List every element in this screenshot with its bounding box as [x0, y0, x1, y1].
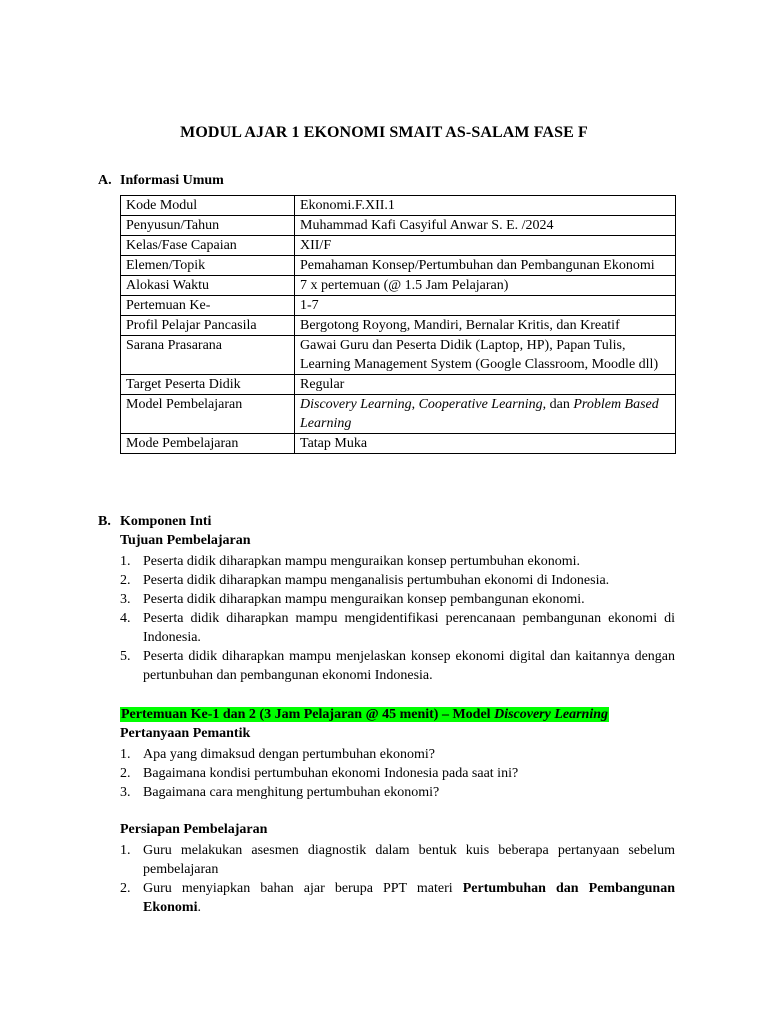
model-sep-1: ,: [411, 397, 419, 412]
table-row: [121, 296, 676, 316]
row-key: Target Peserta Didik: [121, 375, 295, 395]
model-discovery: Discovery Learning: [300, 397, 412, 412]
table-row: [121, 434, 676, 454]
row-value: Muhammad Kafi Casyiful Anwar S. E. /2024: [295, 216, 676, 236]
row-key: Model Pembelajaran: [121, 395, 295, 434]
row-key: Penyusun/Tahun: [121, 216, 295, 236]
list-item: 1. Peserta didik diharapkan mampu menguraikan konsep pertumbuhan ekonomi.: [120, 554, 581, 569]
list-item-text: Peserta didik diharapkan mampu mengidentifikasi perencanaan pembangunan ekonomi di Indonesia.: [143, 611, 675, 645]
pertemuan-highlight: [120, 707, 609, 722]
list-item-text: Peserta didik diharapkan mampu menguraikan konsep pertumbuhan ekonomi.: [143, 554, 581, 569]
pertemuan-label: Pertemuan Ke-1 dan 2 (3 Jam Pelajaran @ 45 menit) – Model: [121, 707, 495, 722]
list-item: 3. Bagaimana cara menghitung pertumbuhan ekonomi?: [120, 785, 440, 800]
persiapan-heading: Persiapan Pembelajaran: [120, 822, 268, 837]
list-item-suffix: .: [197, 900, 201, 915]
table-row: [121, 336, 676, 375]
list-item-text: Guru menyiapkan bahan ajar berupa PPT materi: [143, 881, 463, 896]
section-b-heading: [98, 514, 211, 530]
list-item-text: Peserta didik diharapkan mampu menjelaskan konsep ekonomi digital dan kaitannya dengan pertunbuhan dan pembangunan ekonomi Indonesia.: [143, 649, 675, 683]
section-b-title: Komponen Inti: [120, 514, 212, 529]
row-value: XII/F: [295, 236, 676, 256]
row-value: Tatap Muka: [295, 434, 676, 454]
table-row: [121, 196, 676, 216]
row-key: Sarana Prasarana: [121, 336, 295, 375]
row-key: Kelas/Fase Capaian: [121, 236, 295, 256]
tujuan-list: [120, 552, 675, 685]
pemantik-heading: Pertanyaan Pemantik: [120, 726, 251, 741]
section-b-letter: B.: [98, 514, 111, 529]
section-a-letter: A.: [98, 173, 112, 188]
model-problem-based: Problem Based Learning: [300, 397, 659, 431]
table-row: [121, 236, 676, 256]
model-cooperative: Cooperative Learning: [418, 397, 543, 412]
document-title: MODUL AJAR 1 EKONOMI SMAIT AS-SALAM FASE F: [180, 124, 588, 141]
table-row: [121, 395, 676, 434]
info-table: [120, 195, 676, 454]
row-value: Bergotong Royong, Mandiri, Bernalar Kritis, dan Kreatif: [295, 316, 676, 336]
list-item-text: Bagaimana kondisi pertumbuhan ekonomi Indonesia pada saat ini?: [143, 766, 519, 781]
list-item: 1. Apa yang dimaksud dengan pertumbuhan ekonomi?: [120, 747, 435, 762]
pertemuan-heading: [120, 707, 609, 723]
list-item: 1. Guru melakukan asesmen diagnostik dalam bentuk kuis beberapa pertanyaan sebelum pembelajaran: [120, 843, 675, 877]
list-item-text: Bagaimana cara menghitung pertumbuhan ekonomi?: [143, 785, 440, 800]
model-sep-2: , dan: [542, 397, 574, 412]
row-value: 7 x pertemuan (@ 1.5 Jam Pelajaran): [295, 276, 676, 296]
list-item-text: Guru melakukan asesmen diagnostik dalam bentuk kuis beberapa pertanyaan sebelum pembelajaran: [143, 843, 675, 877]
section-a-heading: [98, 173, 224, 189]
table-row: [121, 316, 676, 336]
list-item-bold: Pertumbuhan dan Pembangunan Ekonomi: [143, 881, 675, 915]
list-item-text: Apa yang dimaksud dengan pertumbuhan ekonomi?: [143, 747, 435, 762]
list-item: 2. Peserta didik diharapkan mampu menganalisis pertumbuhan ekonomi di Indonesia.: [120, 573, 610, 588]
row-value: Ekonomi.F.XII.1: [295, 196, 676, 216]
list-item: 2. Guru menyiapkan bahan ajar berupa PPT materi Pertumbuhan dan Pembangunan Ekonomi.: [120, 881, 675, 915]
list-item: 3. Peserta didik diharapkan mampu menguraikan konsep pembangunan ekonomi.: [120, 592, 585, 607]
section-a-title: Informasi Umum: [120, 173, 224, 188]
row-key: Profil Pelajar Pancasila: [121, 316, 295, 336]
list-item: 5. Peserta didik diharapkan mampu menjelaskan konsep ekonomi digital dan kaitannya dengan pertunbuhan dan pembangunan ekonomi Indonesia.: [120, 649, 675, 683]
table-row: [121, 216, 676, 236]
table-row: [121, 276, 676, 296]
row-value: Regular: [295, 375, 676, 395]
table-row: [121, 256, 676, 276]
row-value: [295, 395, 676, 434]
row-value: Gawai Guru dan Peserta Didik (Laptop, HP), Papan Tulis, Learning Management System (Google Classroom, Moodle dll): [295, 336, 676, 375]
pertemuan-model: Discovery Learning: [494, 707, 609, 722]
row-key: Elemen/Topik: [121, 256, 295, 276]
list-item-text: Peserta didik diharapkan mampu menganalisis pertumbuhan ekonomi di Indonesia.: [143, 573, 610, 588]
tujuan-heading: Tujuan Pembelajaran: [120, 533, 251, 548]
list-item-text: Peserta didik diharapkan mampu menguraikan konsep pembangunan ekonomi.: [143, 592, 585, 607]
row-key: Mode Pembelajaran: [121, 434, 295, 454]
pemantik-list: [120, 745, 675, 802]
row-value: Pemahaman Konsep/Pertumbuhan dan Pembangunan Ekonomi: [295, 256, 676, 276]
row-value: 1-7: [295, 296, 676, 316]
list-item: 2. Bagaimana kondisi pertumbuhan ekonomi Indonesia pada saat ini?: [120, 766, 519, 781]
row-key: Kode Modul: [121, 196, 295, 216]
table-row: [121, 375, 676, 395]
row-key: Alokasi Waktu: [121, 276, 295, 296]
persiapan-list: [120, 841, 675, 917]
list-item: 4. Peserta didik diharapkan mampu mengidentifikasi perencanaan pembangunan ekonomi di Indonesia.: [120, 611, 675, 645]
row-key: Pertemuan Ke-: [121, 296, 295, 316]
